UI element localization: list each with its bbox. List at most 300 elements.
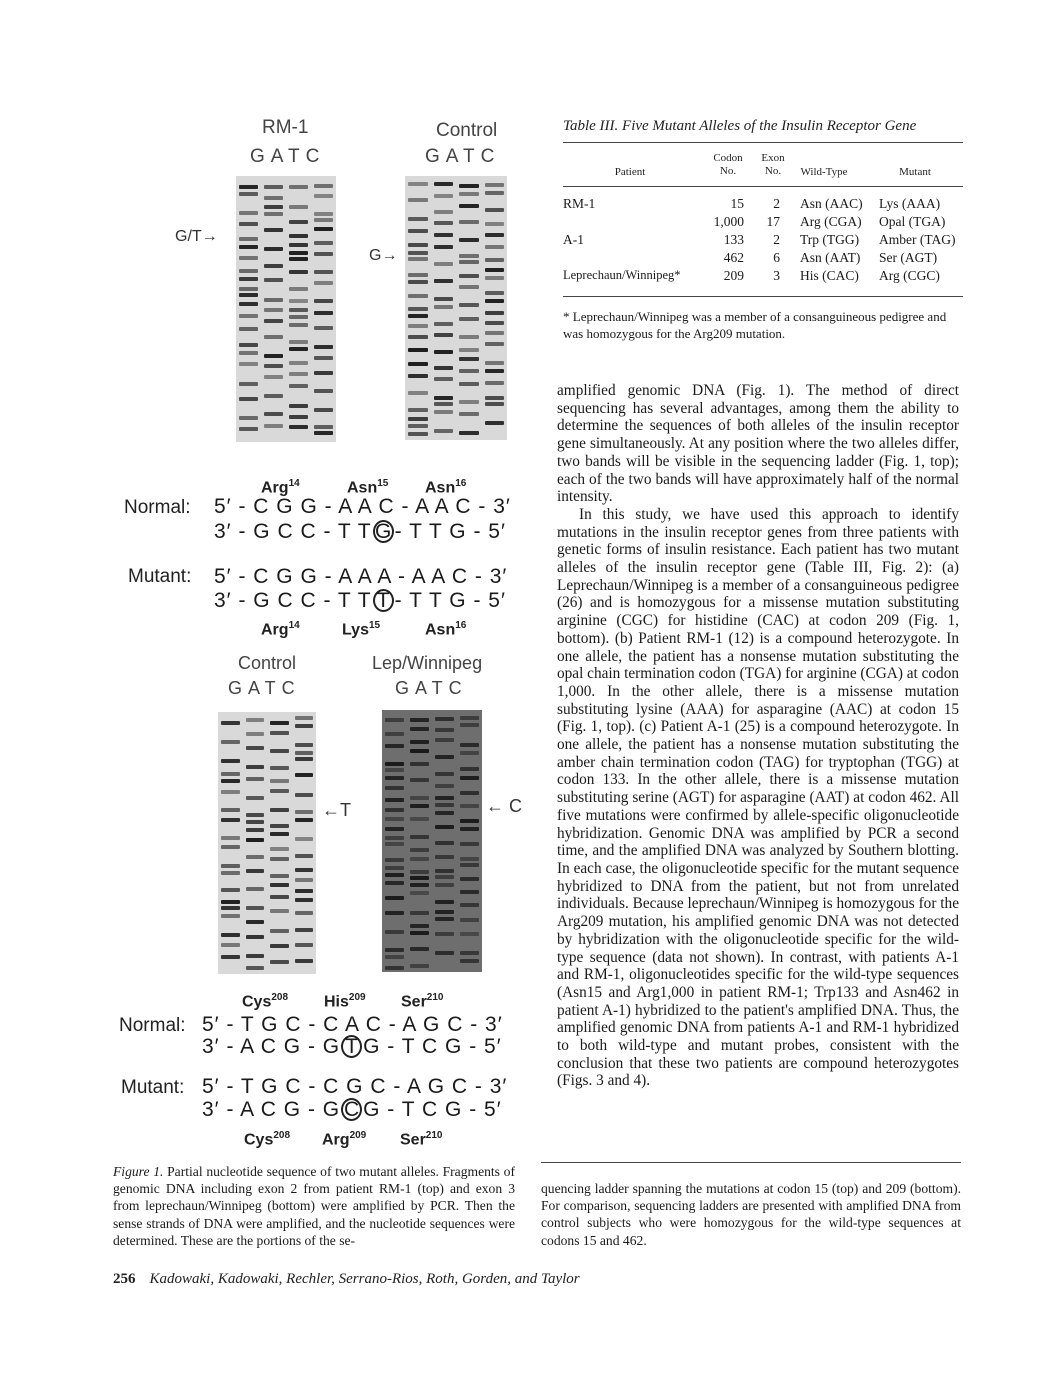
gel-band	[385, 786, 404, 790]
gel-band	[270, 895, 289, 899]
gel-band	[289, 340, 308, 344]
cell-patient: A-1	[563, 232, 584, 247]
gel-band	[385, 798, 404, 802]
gel-band	[408, 243, 428, 247]
gel-band	[221, 914, 240, 918]
gel-band	[385, 955, 404, 959]
gel-band	[314, 212, 333, 216]
gel-band	[408, 348, 428, 352]
gel-band	[221, 808, 240, 812]
normal-sense-strand-bottom: 5′ - T G C - C A C - A G C - 3′	[202, 1013, 503, 1036]
gel-band	[434, 322, 454, 326]
amino-acid: Asn$^{15}$	[347, 478, 389, 497]
gel-band	[289, 425, 308, 429]
cell-wild-type: Arg (CGA)	[800, 214, 862, 229]
gel-band	[295, 837, 314, 841]
table-top-rule	[563, 142, 963, 143]
gel-band	[289, 415, 308, 419]
gel-band	[289, 257, 308, 261]
gel-band	[270, 944, 289, 948]
gel-band	[295, 854, 314, 858]
gel-band	[264, 298, 283, 302]
gel-band	[408, 182, 428, 186]
gel-band	[239, 314, 258, 318]
gel-band	[295, 959, 314, 963]
gel-band	[295, 889, 314, 893]
column-header-codon: Codon No.	[713, 152, 743, 177]
gel-band	[485, 361, 505, 365]
gel-band	[246, 887, 265, 891]
gel-band	[239, 237, 258, 241]
gel-band	[460, 863, 479, 867]
gel-band	[264, 264, 283, 268]
gel-band	[435, 825, 454, 829]
gel-band	[459, 204, 479, 208]
gel-band	[459, 317, 479, 321]
normal-antisense-strand-top: 3′ - G C C - T T G - T T G - 5′	[214, 520, 506, 543]
gel-title-control-top: Control	[436, 120, 498, 141]
gel-title-control-bottom: Control	[238, 653, 297, 673]
gel-band	[264, 354, 283, 358]
gel-band	[295, 818, 314, 822]
circled-base: T	[341, 1035, 362, 1058]
gel-band	[434, 297, 454, 301]
gel-band	[435, 772, 454, 776]
gel-band	[460, 890, 479, 894]
cell-mutant: Opal (TGA)	[879, 214, 946, 229]
cell-exon: 2	[773, 196, 780, 211]
gel-band	[239, 302, 258, 306]
gel-band	[410, 796, 429, 800]
gel-band	[385, 744, 404, 748]
cell-wild-type: His (CAC)	[800, 268, 859, 283]
gel-band	[485, 268, 505, 272]
gel-band	[295, 878, 314, 882]
gel-band	[459, 254, 479, 258]
gel-band	[385, 930, 404, 934]
gel-band	[410, 876, 429, 880]
gel-band	[270, 960, 289, 964]
gel-band	[289, 323, 308, 327]
arrow-label-t: ←T	[322, 800, 351, 820]
cell-codon: 15	[730, 196, 744, 211]
cell-exon: 3	[773, 268, 780, 283]
lane-labels-control-top: GATC	[425, 146, 501, 167]
table-footnote: * Leprechaun/Winnipeg was a member of a consanguineous pedigree and was homozygous for the Arg209 mutation.	[563, 309, 947, 341]
gel-band	[408, 408, 428, 412]
gel-band	[314, 326, 333, 330]
gel-band	[385, 776, 404, 780]
gel-band	[410, 762, 429, 766]
gel-band	[408, 374, 428, 378]
gel-band	[270, 779, 289, 783]
gel-band	[314, 356, 333, 360]
gel-band	[295, 793, 314, 797]
gel-band	[295, 716, 314, 720]
gel-band	[314, 389, 333, 393]
gel-band	[460, 819, 479, 823]
cell-codon: 1,000	[713, 214, 744, 229]
arrow-label-c: ← C	[486, 796, 522, 816]
gel-band	[239, 343, 258, 347]
gel-band	[246, 828, 265, 832]
gel-band	[246, 935, 265, 939]
gel-band	[485, 421, 505, 425]
gel-band	[295, 751, 314, 755]
gel-band	[435, 841, 454, 845]
amino-acid: Arg$^{209}$	[322, 1130, 367, 1149]
gel-band	[221, 790, 240, 794]
gel-band	[385, 768, 404, 772]
gel-band	[434, 305, 454, 309]
gel-band	[435, 738, 454, 742]
gel-band	[264, 185, 283, 189]
gel-band	[434, 245, 454, 249]
lane-labels-control-bottom: GATC	[228, 678, 301, 698]
gel-band	[410, 848, 429, 852]
gel-band	[408, 335, 428, 339]
gel-band	[314, 227, 333, 231]
gel-band	[435, 796, 454, 800]
gel-band	[459, 382, 479, 386]
caption-label: Figure 1.	[113, 1164, 164, 1179]
normal-label-top: Normal:	[124, 497, 191, 518]
cell-wild-type: Asn (AAT)	[800, 250, 861, 265]
gel-band	[435, 932, 454, 936]
gel-band	[408, 324, 428, 328]
gel-band	[246, 796, 265, 800]
gel-band	[239, 351, 258, 355]
gel-band	[314, 408, 333, 412]
gel-band	[434, 233, 454, 237]
gel-band	[270, 847, 289, 851]
gel-band	[408, 273, 428, 277]
gel-band	[410, 727, 429, 731]
gel-band	[485, 402, 505, 406]
mutant-label-bottom: Mutant:	[121, 1077, 185, 1098]
gel-band	[435, 917, 454, 921]
gel-band	[289, 384, 308, 388]
gel-band	[289, 287, 308, 291]
gel-band	[408, 217, 428, 221]
gel-band	[385, 896, 404, 900]
gel-band	[408, 280, 428, 284]
gel-band	[246, 838, 265, 842]
gel-band	[385, 827, 404, 831]
amino-acid: Ser$^{210}$	[401, 992, 444, 1011]
gel-band	[239, 397, 258, 401]
amino-acid: Asn$^{16}$	[425, 478, 467, 497]
gel-band	[264, 424, 283, 428]
gel-band	[239, 211, 258, 215]
sequencing-gel-control-top	[405, 176, 507, 440]
gel-band	[435, 855, 454, 859]
gel-band	[221, 836, 240, 840]
cell-exon: 2	[773, 232, 780, 247]
gel-band	[459, 348, 479, 352]
gel-band	[460, 827, 479, 831]
arrow-label-gt: G/T→	[175, 228, 218, 245]
gel-band	[434, 377, 454, 381]
gel-band	[314, 299, 333, 303]
gel-band	[239, 245, 258, 249]
gel-band	[460, 776, 479, 780]
circled-base: T	[373, 589, 394, 612]
gel-band	[295, 743, 314, 747]
gel-band	[459, 357, 479, 361]
gel-band	[289, 270, 308, 274]
gel-title-lep-winnipeg: Lep/Winnipeg	[372, 653, 483, 673]
gel-band	[485, 396, 505, 400]
gel-band	[246, 869, 265, 873]
gel-band	[246, 855, 265, 859]
gel-band	[459, 220, 479, 224]
gel-band	[264, 364, 283, 368]
figure-caption-continued: quencing ladder spanning the mutations at codon 15 (top) and 209 (bottom). For comparison, sequencing ladders are presented with amplified DNA from control subjects who were homozygous for the wild-type sequences at codons 15 and 462.	[541, 1181, 961, 1248]
gel-band	[459, 274, 479, 278]
gel-band	[246, 954, 265, 958]
gel-band	[408, 362, 428, 366]
mutant-sense-strand-bottom: 5′ - T G C - C G C - A G C - 3′	[202, 1075, 508, 1098]
cell-mutant: Lys (AAA)	[879, 196, 941, 211]
page-number: 256	[113, 1271, 136, 1287]
gel-band	[246, 718, 265, 722]
gel-band	[221, 864, 240, 868]
gel-band	[289, 404, 308, 408]
gel-band	[485, 258, 505, 262]
gel-band	[459, 260, 479, 264]
gel-band	[460, 804, 479, 808]
gel-band	[410, 804, 429, 808]
gel-band	[264, 394, 283, 398]
gel-band	[221, 772, 240, 776]
gel-band	[264, 247, 283, 251]
gel-band	[221, 900, 240, 904]
gel-band	[221, 818, 240, 822]
lane-labels-lep-winnipeg: GATC	[395, 678, 468, 698]
gel-band	[239, 192, 258, 196]
amino-acid: Cys$^{208}$	[242, 992, 289, 1011]
gel-band	[434, 221, 454, 225]
gel-band	[410, 870, 429, 874]
gel-band	[485, 233, 505, 237]
gel-band	[485, 342, 505, 346]
gel-band	[314, 270, 333, 274]
gel-band	[264, 196, 283, 200]
gel-band	[410, 883, 429, 887]
gel-band	[246, 920, 265, 924]
lane-labels-rm1: GATC	[250, 146, 326, 167]
gel-band	[408, 294, 428, 298]
gel-band	[410, 835, 429, 839]
cell-mutant: Ser (AGT)	[879, 250, 938, 265]
gel-band	[221, 943, 240, 947]
gel-band	[289, 251, 308, 255]
cell-wild-type: Asn (AAC)	[800, 196, 863, 211]
cell-exon: 6	[773, 250, 780, 265]
gel-band	[459, 335, 479, 339]
gel-band	[408, 314, 428, 318]
paragraph-2: In this study, we have used this approach to identify mutations in the insulin receptor genes from three patients with genetic forms of insulin resistance. Each patient has two mutant alleles of the insulin receptor gene (Table III, Fig. 2): (a) Leprechaun/Winnipeg is a member of a consanguineous pedigree (26) and is homozygous for a missense mutation substituting arginine (CGC) for histidine (CAC) at codon 209 (Fig. 1, bottom). (b) Patient RM-1 (12) is a compound heterozygote. In one allele, the patient has a nonsense mutation substituting the opal chain termination codon (TGA) for arginine (CGA) at codon 1,000. In the other allele, there is a missense mutation substituting lysine (AAA) for asparagine (AAC) at codon 15 (Fig. 1, top). (c) Patient A-1 (25) is a compound heterozygote. In one allele, the patient has a nonsense mutation substituting the amber chain termination codon (TAG) for tryptophan (TGG) at codon 133. In the other allele, there is a missense mutation substituting serine (AGT) for asparagine (AAT) at codon 462. All five mutations were confirmed by allele-specific oligonucleotide hybridization. Genomic DNA was amplified by PCR a second time, and the amplified DNA was analyzed by Southern blotting. In each case, the oligonucleotide specific for the mutant sequence hybridized to DNA from the patient, but not from unrelated individuals. Because leprechaun/Winnipeg is homozygous for the Arg209 mutation, his amplified genomic DNA was not detected by hybridization with the oligonucleotide specific for the wild-type sequence (data not shown). In contrast, with patients A-1 and RM-1, oligonucleotides specific for the wild-type sequences (Asn15 and Arg1,000 in patient RM-1; Trp133 and Asn462 in patient A-1) hybridized to the patient's amplified DNA. Thus, the amplified genomic DNA from patients A-1 and RM-1 hybridized to both wild-type and mutant probes, consistent with the conclusion that these two patients are compound heterozygotes (Figs. 3 and 4).	[557, 505, 959, 1090]
gel-band	[270, 824, 289, 828]
gel-band	[460, 959, 479, 963]
gel-band	[270, 883, 289, 887]
table-title: Table III. Five Mutant Alleles of the Insulin Receptor Gene	[563, 118, 917, 134]
gel-band	[295, 868, 314, 872]
gel-band	[314, 252, 333, 256]
gel-band	[239, 416, 258, 420]
gel-band	[460, 791, 479, 795]
gel-band	[460, 767, 479, 771]
gel-band	[289, 347, 308, 351]
page-footer	[113, 1271, 580, 1288]
gel-band	[289, 315, 308, 319]
gel-band	[246, 765, 265, 769]
table-bottom-rule	[563, 296, 963, 297]
gel-band	[410, 891, 429, 895]
gel-band	[385, 881, 404, 885]
cell-mutant: Arg (CGC)	[879, 268, 940, 283]
gel-band	[434, 279, 454, 283]
gel-band	[485, 245, 505, 249]
gel-band	[459, 431, 479, 435]
normal-antisense-strand-bottom: 3′ - A C G - G T G - T C G - 5′	[202, 1035, 502, 1058]
mutant-label-top: Mutant:	[128, 566, 192, 587]
gel-band	[460, 951, 479, 955]
gel-band	[485, 183, 505, 187]
gel-band	[314, 345, 333, 349]
gel-band	[270, 909, 289, 913]
gel-band	[459, 303, 479, 307]
gel-band	[270, 874, 289, 878]
sequencing-gel-control-bottom	[218, 712, 316, 974]
gel-band	[485, 381, 505, 385]
gel-band	[460, 723, 479, 727]
gel-band	[246, 777, 265, 781]
sequencing-gel-rm1	[236, 176, 336, 442]
gel-band	[239, 256, 258, 260]
gel-band	[264, 205, 283, 209]
gel-band	[295, 810, 314, 814]
gel-band	[246, 813, 265, 817]
gel-band	[435, 900, 454, 904]
gel-band	[264, 212, 283, 216]
gel-band	[264, 335, 283, 339]
gel-band	[239, 269, 258, 273]
gel-band	[460, 716, 479, 720]
gel-band	[246, 966, 265, 970]
gel-band	[459, 238, 479, 242]
column-header-wild-type: Wild-Type	[800, 166, 848, 178]
figure-caption	[113, 1163, 515, 1249]
cell-codon: 133	[723, 232, 744, 247]
gel-band	[485, 369, 505, 373]
gel-band	[221, 721, 240, 725]
gel-band	[289, 185, 308, 189]
cell-patient: RM-1	[563, 196, 596, 211]
gel-band	[460, 877, 479, 881]
gel-band	[485, 299, 505, 303]
gel-band	[314, 431, 333, 435]
gel-band	[385, 858, 404, 862]
gel-band	[408, 432, 428, 436]
gel-band	[295, 928, 314, 932]
gel-band	[239, 293, 258, 297]
cell-exon: 17	[766, 214, 780, 229]
gel-band	[460, 842, 479, 846]
gel-band	[459, 285, 479, 289]
gel-band	[221, 871, 240, 875]
gel-band	[221, 888, 240, 892]
gel-band	[264, 308, 283, 312]
cell-codon: 209	[723, 268, 744, 283]
gel-band	[221, 955, 240, 959]
gel-band	[485, 222, 505, 226]
amino-acid: Arg$^{14}$	[261, 620, 300, 639]
gel-band	[485, 191, 505, 195]
gel-band	[295, 757, 314, 761]
gel-band	[410, 749, 429, 753]
caption-divider	[541, 1162, 961, 1163]
gel-band	[270, 766, 289, 770]
normal-sense-strand-top: 5′ - C G G - A A C - A A C - 3′	[214, 495, 511, 518]
gel-band	[408, 424, 428, 428]
gel-band	[485, 291, 505, 295]
circled-base: G	[373, 520, 394, 543]
paragraph-1: amplified genomic DNA (Fig. 1). The method of direct sequencing has several advantages, among them the ability to determine the sequences of both alleles of the insulin receptor gene simultaneously. At any position where the two alleles differ, two bands will be visible in the sequencing ladder (Fig. 1, top); each of the two bands will have approximately half of the normal intensity.	[557, 382, 959, 506]
gel-band	[264, 412, 283, 416]
gel-band	[246, 820, 265, 824]
author-list: Kadowaki, Kadowaki, Rechler, Serrano-Rios, Roth, Gorden, and Taylor	[149, 1271, 580, 1287]
gel-band	[435, 875, 454, 879]
gel-band	[295, 943, 314, 947]
gel-band	[289, 220, 308, 224]
gel-band	[264, 228, 283, 232]
column-header-exon: Exon No.	[761, 152, 785, 177]
mutant-antisense-strand-bottom: 3′ - A C G - G C G - T C G - 5′	[202, 1098, 502, 1121]
gel-band	[485, 321, 505, 325]
gel-band	[408, 417, 428, 421]
gel-band	[434, 429, 454, 433]
gel-band	[239, 362, 258, 366]
gel-band	[289, 205, 308, 209]
gel-band	[435, 784, 454, 788]
gel-band	[314, 194, 333, 198]
amino-acid: Lys$^{15}$	[342, 620, 381, 639]
gel-band	[314, 218, 333, 222]
body-text	[557, 382, 959, 1090]
gel-band	[295, 911, 314, 915]
gel-band	[289, 234, 308, 238]
mutant-antisense-strand-top: 3′ - G C C - T T T - T T G - 5′	[214, 589, 506, 612]
mutant-sense-strand-top: 5′ - C G G - A A A - A A C - 3′	[214, 565, 508, 588]
cell-wild-type: Trp (TGG)	[800, 232, 860, 247]
gel-band	[459, 400, 479, 404]
gel-band	[410, 718, 429, 722]
gel-band	[410, 947, 429, 951]
gel-band	[385, 718, 404, 722]
gel-band	[221, 933, 240, 937]
gel-band	[459, 192, 479, 196]
gel-band	[434, 366, 454, 370]
gel-band	[460, 857, 479, 861]
gel-title-rm1: RM-1	[262, 117, 309, 138]
gel-band	[435, 811, 454, 815]
gel-band	[485, 331, 505, 335]
gel-band	[460, 932, 479, 936]
gel-band	[270, 929, 289, 933]
gel-band	[270, 808, 289, 812]
